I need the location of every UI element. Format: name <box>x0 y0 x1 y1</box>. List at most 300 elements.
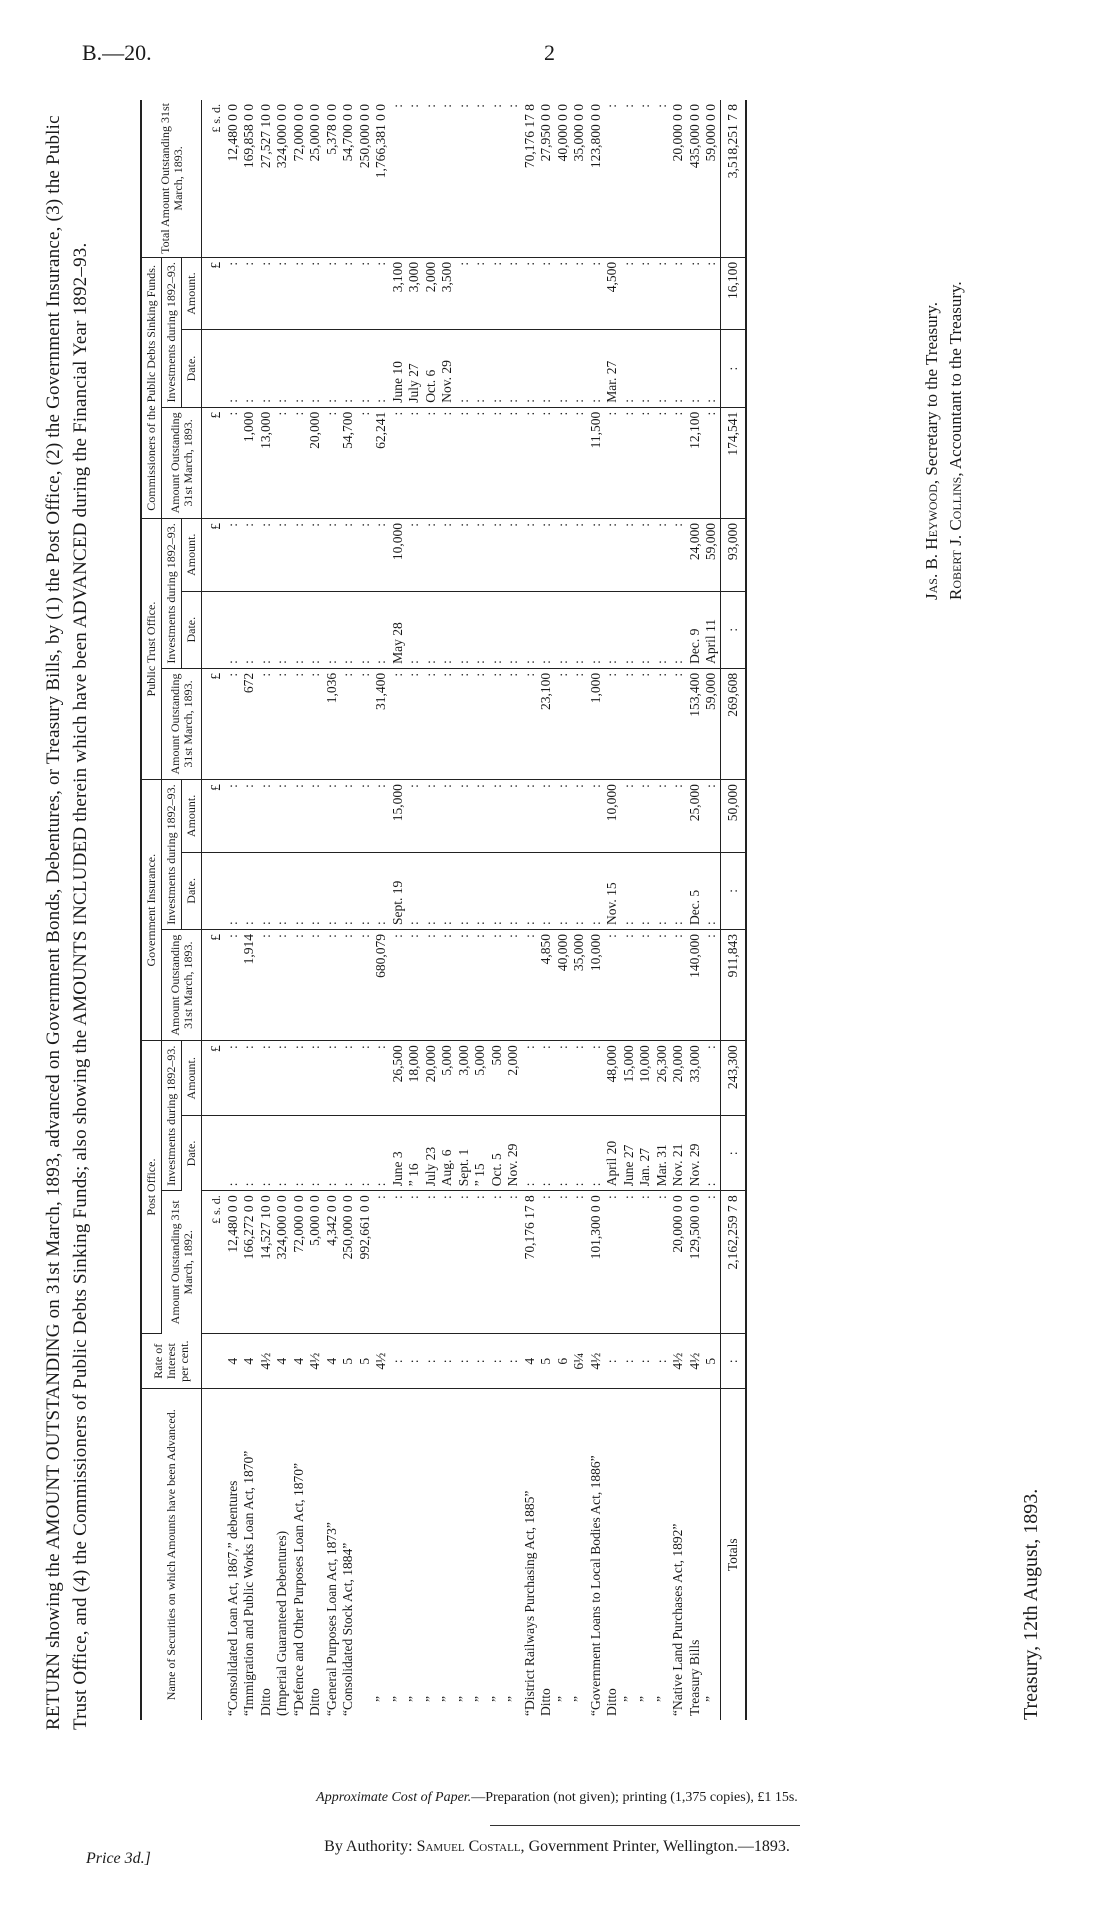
po-investment-date-cell: July 23 <box>423 1116 440 1191</box>
table-row <box>439 100 456 1720</box>
gi-investment-date-cell: : <box>225 852 242 929</box>
interest-rate-cell: : <box>406 1333 423 1389</box>
total-outstanding-cell: : <box>621 100 638 257</box>
security-name-cell: ” <box>571 1696 586 1702</box>
header-rate: Rate of Interest per cent. <box>141 1333 202 1389</box>
secretary-name: Jas. B. Heywood, <box>922 479 941 600</box>
gi-investment-date-cell: : <box>291 852 308 929</box>
signature-secretary <box>920 281 944 600</box>
security-name-cell: “Consolidated Loan Act, 1867,” debentures <box>224 1480 240 1716</box>
pt-investment-date-cell: : <box>274 591 291 668</box>
pt-outstanding-cell: : <box>604 668 621 779</box>
gi-investment-date-cell: : <box>670 852 687 929</box>
po-investment-amount-cell: : <box>373 1041 390 1116</box>
gi-investment-date-cell: Nov. 15 <box>604 852 621 929</box>
interest-rate-cell: 4½ <box>670 1333 687 1389</box>
cm-investment-date-cell: : <box>225 330 242 407</box>
table-row <box>274 100 291 1720</box>
totals-gi-amount: 50,000 <box>720 780 746 853</box>
gi-investment-amount-cell: : <box>423 780 440 853</box>
pt-outstanding-cell: 59,000 <box>703 668 720 779</box>
security-name-cell: “Government Loans to Local Bodies Act, 1886” <box>587 1455 603 1716</box>
interest-rate-cell: : <box>505 1333 522 1389</box>
gi-investment-amount-cell: : <box>241 780 258 853</box>
security-name-cell: ” <box>488 1696 504 1702</box>
units-pound: £ <box>202 780 225 853</box>
table-row <box>654 100 671 1720</box>
pt-outstanding-cell: : <box>390 668 407 779</box>
pt-investment-date-cell: : <box>340 591 357 668</box>
po-outstanding-cell: : <box>654 1191 671 1334</box>
pt-outstanding-cell: : <box>489 668 506 779</box>
cm-investment-date-cell: : <box>472 330 489 407</box>
gi-outstanding-cell: : <box>654 930 671 1041</box>
cm-investment-date-cell: : <box>538 330 555 407</box>
cm-investment-amount-cell: : <box>225 257 242 330</box>
gi-outstanding-cell: 10,000 <box>588 930 605 1041</box>
gi-investment-amount-cell: : <box>456 780 473 853</box>
cm-investment-amount-cell: : <box>489 257 506 330</box>
interest-rate-cell: : <box>489 1333 506 1389</box>
total-outstanding-cell: 169,858 0 0 <box>241 100 258 257</box>
pt-investment-amount-cell: : <box>225 518 242 591</box>
po-outstanding-cell: 4,342 0 0 <box>324 1191 341 1334</box>
pt-investment-date-cell: : <box>604 591 621 668</box>
table-row <box>357 100 374 1720</box>
pt-investment-amount-cell: : <box>621 518 638 591</box>
cm-investment-amount-cell: : <box>241 257 258 330</box>
cm-outstanding-cell: : <box>390 407 407 518</box>
cm-investment-date-cell: July 27 <box>406 330 423 407</box>
po-outstanding-cell: : <box>489 1191 506 1334</box>
cm-investment-date-cell: : <box>258 330 275 407</box>
po-investment-amount-cell: 2,000 <box>505 1041 522 1116</box>
po-outstanding-cell: : <box>538 1191 555 1334</box>
pt-investment-date-cell: : <box>423 591 440 668</box>
gi-investment-date-cell: : <box>241 852 258 929</box>
price-note: Price 3d.] <box>86 1850 151 1867</box>
total-outstanding-cell: : <box>439 100 456 257</box>
cm-investment-date-cell: : <box>654 330 671 407</box>
po-outstanding-cell: 166,272 0 0 <box>241 1191 258 1334</box>
cm-investment-date-cell: : <box>621 330 638 407</box>
pt-investment-amount-cell: : <box>571 518 588 591</box>
gi-investment-amount-cell: : <box>505 780 522 853</box>
pt-outstanding-cell: 1,000 <box>588 668 605 779</box>
po-outstanding-cell: : <box>439 1191 456 1334</box>
total-outstanding-cell: : <box>472 100 489 257</box>
po-investment-amount-cell: 33,000 <box>687 1041 704 1116</box>
total-outstanding-cell: : <box>406 100 423 257</box>
pt-outstanding-cell: : <box>555 668 572 779</box>
po-investment-date-cell: Mar. 31 <box>654 1116 671 1191</box>
pt-outstanding-cell: : <box>654 668 671 779</box>
gi-investment-date-cell: : <box>621 852 638 929</box>
pt-outstanding-cell: 1,036 <box>324 668 341 779</box>
po-outstanding-cell: : <box>505 1191 522 1334</box>
cm-investment-date-cell: : <box>307 330 324 407</box>
gi-outstanding-cell: : <box>439 930 456 1041</box>
cm-investment-date-cell: : <box>489 330 506 407</box>
gi-outstanding-cell: 140,000 <box>687 930 704 1041</box>
pt-investment-amount-cell: : <box>324 518 341 591</box>
gi-investment-amount-cell: : <box>439 780 456 853</box>
table-row <box>472 100 489 1720</box>
gi-investment-date-cell: : <box>373 852 390 929</box>
po-investment-amount-cell: : <box>324 1041 341 1116</box>
interest-rate-cell: : <box>390 1333 407 1389</box>
pt-investment-date-cell: : <box>258 591 275 668</box>
total-outstanding-cell: 123,800 0 0 <box>588 100 605 257</box>
table-row <box>340 100 357 1720</box>
gi-investment-date-cell: : <box>439 852 456 929</box>
total-outstanding-cell: : <box>654 100 671 257</box>
cm-outstanding-cell: : <box>324 407 341 518</box>
gi-outstanding-cell: : <box>472 930 489 1041</box>
total-outstanding-cell: : <box>505 100 522 257</box>
pt-investment-amount-cell: : <box>291 518 308 591</box>
header-cm-amount: Amount. <box>182 257 202 330</box>
gi-outstanding-cell: : <box>670 930 687 1041</box>
total-outstanding-cell: 20,000 0 0 <box>670 100 687 257</box>
rotated-return-sheet <box>40 80 1090 1760</box>
gi-outstanding-cell: : <box>604 930 621 1041</box>
table-row <box>423 100 440 1720</box>
table-row <box>621 100 638 1720</box>
gi-outstanding-cell: : <box>406 930 423 1041</box>
table-row <box>406 100 423 1720</box>
cm-outstanding-cell: : <box>604 407 621 518</box>
cm-outstanding-cell: 20,000 <box>307 407 324 518</box>
po-outstanding-cell: : <box>571 1191 588 1334</box>
po-investment-amount-cell: : <box>357 1041 374 1116</box>
po-investment-amount-cell: : <box>225 1041 242 1116</box>
header-pt-outstanding-1893: Amount Outstanding 31st March, 1893. <box>162 668 202 779</box>
gi-investment-date-cell: : <box>340 852 357 929</box>
po-investment-date-cell: June 27 <box>621 1116 638 1191</box>
units-pound: £ <box>202 1041 225 1116</box>
printer-name: Samuel Costall, <box>416 1838 525 1855</box>
security-name-cell: ” <box>422 1696 438 1702</box>
gi-investment-amount-cell: : <box>621 780 638 853</box>
pt-investment-date-cell: April 11 <box>703 591 720 668</box>
interest-rate-cell: 4½ <box>258 1333 275 1389</box>
cm-investment-amount-cell: : <box>621 257 638 330</box>
po-investment-date-cell: : <box>588 1116 605 1191</box>
table-row <box>241 100 258 1720</box>
interest-rate-cell: 4½ <box>373 1333 390 1389</box>
po-investment-date-cell: : <box>324 1116 341 1191</box>
cm-investment-amount-cell: : <box>703 257 720 330</box>
cm-investment-amount-cell: : <box>588 257 605 330</box>
pt-outstanding-cell: : <box>670 668 687 779</box>
gi-outstanding-cell: : <box>505 930 522 1041</box>
po-investment-amount-cell: : <box>522 1041 539 1116</box>
header-gi-outstanding-1893: Amount Outstanding 31st March, 1893. <box>162 930 202 1041</box>
total-outstanding-cell: : <box>456 100 473 257</box>
pt-investment-date-cell: : <box>241 591 258 668</box>
security-name-cell: ” <box>637 1696 652 1702</box>
table-row <box>489 100 506 1720</box>
po-investment-amount-cell: : <box>538 1041 555 1116</box>
interest-rate-cell: 5 <box>340 1333 357 1389</box>
pt-outstanding-cell: 672 <box>241 668 258 779</box>
cm-outstanding-cell: 1,000 <box>241 407 258 518</box>
pt-outstanding-cell: : <box>357 668 374 779</box>
po-investment-date-cell: ” 16 <box>406 1116 423 1191</box>
pt-investment-date-cell: : <box>571 591 588 668</box>
table-row <box>390 100 407 1720</box>
interest-rate-cell: : <box>439 1333 456 1389</box>
header-gi-date: Date. <box>182 852 202 929</box>
cm-investment-amount-cell: : <box>637 257 654 330</box>
interest-rate-cell: : <box>621 1333 638 1389</box>
pt-outstanding-cell: : <box>406 668 423 779</box>
security-name-cell: ” <box>653 1696 669 1702</box>
po-outstanding-cell: : <box>390 1191 407 1334</box>
gi-investment-amount-cell: : <box>357 780 374 853</box>
cm-outstanding-cell: : <box>423 407 440 518</box>
units-pound: £ <box>202 257 225 330</box>
pt-investment-date-cell: : <box>588 591 605 668</box>
po-investment-amount-cell: 10,000 <box>637 1041 654 1116</box>
pt-outstanding-cell: : <box>637 668 654 779</box>
po-outstanding-cell: 5,000 0 0 <box>307 1191 324 1334</box>
security-name-cell: Treasury Bills <box>686 1639 702 1716</box>
header-cm-investments: Investments during 1892–93. <box>162 257 182 407</box>
po-outstanding-cell: : <box>456 1191 473 1334</box>
pt-outstanding-cell: 153,400 <box>687 668 704 779</box>
security-name-cell: “Defence and Other Purposes Loan Act, 1870” <box>290 1462 306 1716</box>
cm-outstanding-cell: : <box>225 407 242 518</box>
pt-investment-date-cell: : <box>456 591 473 668</box>
gi-outstanding-cell: : <box>324 930 341 1041</box>
table-row <box>225 100 242 1720</box>
gi-investment-date-cell: : <box>274 852 291 929</box>
pt-outstanding-cell: : <box>307 668 324 779</box>
pt-outstanding-cell: : <box>439 668 456 779</box>
po-outstanding-cell: : <box>637 1191 654 1334</box>
cm-outstanding-cell: : <box>472 407 489 518</box>
interest-rate-cell: 4½ <box>687 1333 704 1389</box>
return-table-body <box>202 100 721 1720</box>
cm-outstanding-cell: : <box>538 407 555 518</box>
pt-investment-date-cell: : <box>654 591 671 668</box>
units-lsd: £ s. d. <box>202 1191 225 1334</box>
gi-investment-amount-cell: : <box>472 780 489 853</box>
pt-investment-date-cell: : <box>324 591 341 668</box>
po-outstanding-cell: 324,000 0 0 <box>274 1191 291 1334</box>
po-investment-date-cell: : <box>571 1116 588 1191</box>
security-name-cell: “Native Land Purchases Act, 1892” <box>670 1523 685 1716</box>
cm-investment-amount-cell: : <box>258 257 275 330</box>
po-investment-amount-cell: 48,000 <box>604 1041 621 1116</box>
pt-investment-amount-cell: : <box>357 518 374 591</box>
interest-rate-cell: : <box>604 1333 621 1389</box>
gi-investment-amount-cell: : <box>225 780 242 853</box>
totals-rate: : <box>720 1333 746 1389</box>
pt-outstanding-cell: : <box>456 668 473 779</box>
pt-investment-date-cell: : <box>555 591 572 668</box>
pt-investment-amount-cell: : <box>604 518 621 591</box>
pt-investment-amount-cell: : <box>670 518 687 591</box>
po-investment-amount-cell: : <box>291 1041 308 1116</box>
gi-investment-amount-cell: : <box>258 780 275 853</box>
cm-investment-date-cell: : <box>687 330 704 407</box>
table-row <box>324 100 341 1720</box>
gi-outstanding-cell: 40,000 <box>555 930 572 1041</box>
po-outstanding-cell: 12,480 0 0 <box>225 1191 242 1334</box>
table-row <box>670 100 687 1720</box>
gi-investment-date-cell: : <box>489 852 506 929</box>
gi-investment-amount-cell: 15,000 <box>390 780 407 853</box>
security-name-cell: ” <box>703 1696 718 1702</box>
cm-outstanding-cell: : <box>489 407 506 518</box>
po-outstanding-cell: 72,000 0 0 <box>291 1191 308 1334</box>
table-row <box>637 100 654 1720</box>
po-investment-amount-cell: 18,000 <box>406 1041 423 1116</box>
gi-outstanding-cell: 35,000 <box>571 930 588 1041</box>
header-commissioners: Commissioners of the Public Debts Sinking Funds. <box>141 257 162 518</box>
security-name-cell: ” <box>406 1696 421 1702</box>
cm-investment-amount-cell: 3,100 <box>390 257 407 330</box>
po-investment-date-cell: : <box>340 1116 357 1191</box>
header-po-investments: Investments during 1892–93. <box>162 1041 182 1191</box>
totals-total-outstanding: 3,518,251 7 8 <box>720 100 746 257</box>
pt-investment-amount-cell: : <box>654 518 671 591</box>
po-investment-amount-cell: : <box>258 1041 275 1116</box>
interest-rate-cell: 5 <box>538 1333 555 1389</box>
gi-outstanding-cell: 680,079 <box>373 930 390 1041</box>
totals-pt-outstanding: 269,608 <box>720 668 746 779</box>
total-outstanding-cell: : <box>423 100 440 257</box>
pt-investment-date-cell: : <box>472 591 489 668</box>
po-investment-date-cell: : <box>555 1116 572 1191</box>
pt-investment-date-cell: : <box>489 591 506 668</box>
po-investment-amount-cell: : <box>571 1041 588 1116</box>
header-public-trust-office: Public Trust Office. <box>141 518 162 779</box>
pt-outstanding-cell: : <box>340 668 357 779</box>
po-investment-date-cell: : <box>373 1116 390 1191</box>
po-investment-amount-cell: : <box>703 1041 720 1116</box>
pt-investment-amount-cell: : <box>373 518 390 591</box>
po-investment-amount-cell: 5,000 <box>472 1041 489 1116</box>
table-row <box>687 100 704 1720</box>
header-po-outstanding-1892: Amount Outstanding 31st March, 1892. <box>162 1191 202 1334</box>
pt-investment-date-cell: : <box>670 591 687 668</box>
table-row <box>571 100 588 1720</box>
cm-investment-date-cell: : <box>505 330 522 407</box>
cost-text: —Preparation (not given); printing (1,375 copies), £1 15s. <box>471 1790 798 1805</box>
pt-investment-date-cell: : <box>373 591 390 668</box>
total-outstanding-cell: 35,000 0 0 <box>571 100 588 257</box>
pt-investment-date-cell: : <box>637 591 654 668</box>
cm-investment-date-cell: Oct. 6 <box>423 330 440 407</box>
security-name-cell: (Imperial Guaranteed Debentures) <box>274 1530 289 1716</box>
pt-outstanding-cell: : <box>621 668 638 779</box>
pt-outstanding-cell: : <box>225 668 242 779</box>
units-pound: £ <box>202 668 225 779</box>
cm-outstanding-cell: : <box>522 407 539 518</box>
return-title: RETURN showing the AMOUNT OUTSTANDING on 31st March, 1893, advanced on Government Bonds, Debentures, or Treasury Bills, by (1) the Post Office, (2) the Government Insurance, (3) the Public Trust Office, and (4) the Commissioners of Public Debts Sinking Funds; also showing the AMOUNTS INCLUDED therein which have been ADVANCED during the Financial Year 1892–93. <box>43 115 91 1730</box>
cm-outstanding-cell: : <box>621 407 638 518</box>
interest-rate-cell: 4 <box>274 1333 291 1389</box>
cm-investment-date-cell: : <box>637 330 654 407</box>
units-pound: £ <box>202 518 225 591</box>
po-investment-amount-cell: : <box>340 1041 357 1116</box>
totals-gi-date: : <box>720 852 746 929</box>
cm-investment-amount-cell: : <box>687 257 704 330</box>
cm-investment-amount-cell: : <box>373 257 390 330</box>
po-outstanding-cell: 992,661 0 0 <box>357 1191 374 1334</box>
cm-outstanding-cell: : <box>274 407 291 518</box>
table-row <box>373 100 390 1720</box>
header-gi-investments: Investments during 1892–93. <box>162 780 182 930</box>
po-investment-date-cell: Nov. 21 <box>670 1116 687 1191</box>
pt-outstanding-cell: : <box>291 668 308 779</box>
cm-investment-amount-cell: 3,500 <box>439 257 456 330</box>
po-investment-amount-cell: 5,000 <box>439 1041 456 1116</box>
gi-investment-amount-cell: : <box>291 780 308 853</box>
gi-outstanding-cell: : <box>637 930 654 1041</box>
pt-investment-date-cell: : <box>538 591 555 668</box>
interest-rate-cell: : <box>423 1333 440 1389</box>
header-gi-amount: Amount. <box>182 780 202 853</box>
gi-investment-amount-cell: : <box>588 780 605 853</box>
header-government-insurance: Government Insurance. <box>141 780 162 1041</box>
cm-outstanding-cell: : <box>291 407 308 518</box>
po-investment-amount-cell: : <box>274 1041 291 1116</box>
interest-rate-cell: : <box>654 1333 671 1389</box>
cm-investment-amount-cell: : <box>538 257 555 330</box>
pt-investment-date-cell: : <box>225 591 242 668</box>
interest-rate-cell: 5 <box>357 1333 374 1389</box>
pt-investment-date-cell: : <box>291 591 308 668</box>
cm-investment-date-cell: : <box>522 330 539 407</box>
interest-rate-cell: 4 <box>241 1333 258 1389</box>
table-row <box>258 100 275 1720</box>
security-name-cell: ” <box>389 1696 405 1702</box>
cm-investment-date-cell: June 10 <box>390 330 407 407</box>
pt-investment-amount-cell: : <box>555 518 572 591</box>
po-investment-date-cell: Nov. 29 <box>505 1116 522 1191</box>
total-outstanding-cell: : <box>390 100 407 257</box>
page-number: 2 <box>544 40 555 65</box>
total-outstanding-cell: 324,000 0 0 <box>274 100 291 257</box>
total-outstanding-cell: : <box>489 100 506 257</box>
po-investment-date-cell: Nov. 29 <box>687 1116 704 1191</box>
cm-investment-amount-cell: 2,000 <box>423 257 440 330</box>
gi-investment-date-cell: : <box>703 852 720 929</box>
po-investment-date-cell: Jan. 27 <box>637 1116 654 1191</box>
gi-investment-amount-cell: : <box>489 780 506 853</box>
gi-investment-date-cell: : <box>423 852 440 929</box>
gi-investment-amount-cell: : <box>406 780 423 853</box>
total-outstanding-cell: 12,480 0 0 <box>225 100 242 257</box>
pt-investment-date-cell: : <box>406 591 423 668</box>
security-name-cell: “Immigration and Public Works Loan Act, 1870” <box>241 1450 256 1716</box>
gi-investment-amount-cell: : <box>274 780 291 853</box>
gi-outstanding-cell: : <box>489 930 506 1041</box>
gi-investment-date-cell: : <box>505 852 522 929</box>
cm-investment-amount-cell: : <box>456 257 473 330</box>
header-total-outstanding: Total Amount Outstanding 31st March, 1893. <box>141 100 202 257</box>
total-outstanding-cell: 59,000 0 0 <box>703 100 720 257</box>
gi-outstanding-cell: : <box>621 930 638 1041</box>
interest-rate-cell: 4½ <box>588 1333 605 1389</box>
interest-rate-cell: 4 <box>291 1333 308 1389</box>
cm-investment-amount-cell: : <box>472 257 489 330</box>
